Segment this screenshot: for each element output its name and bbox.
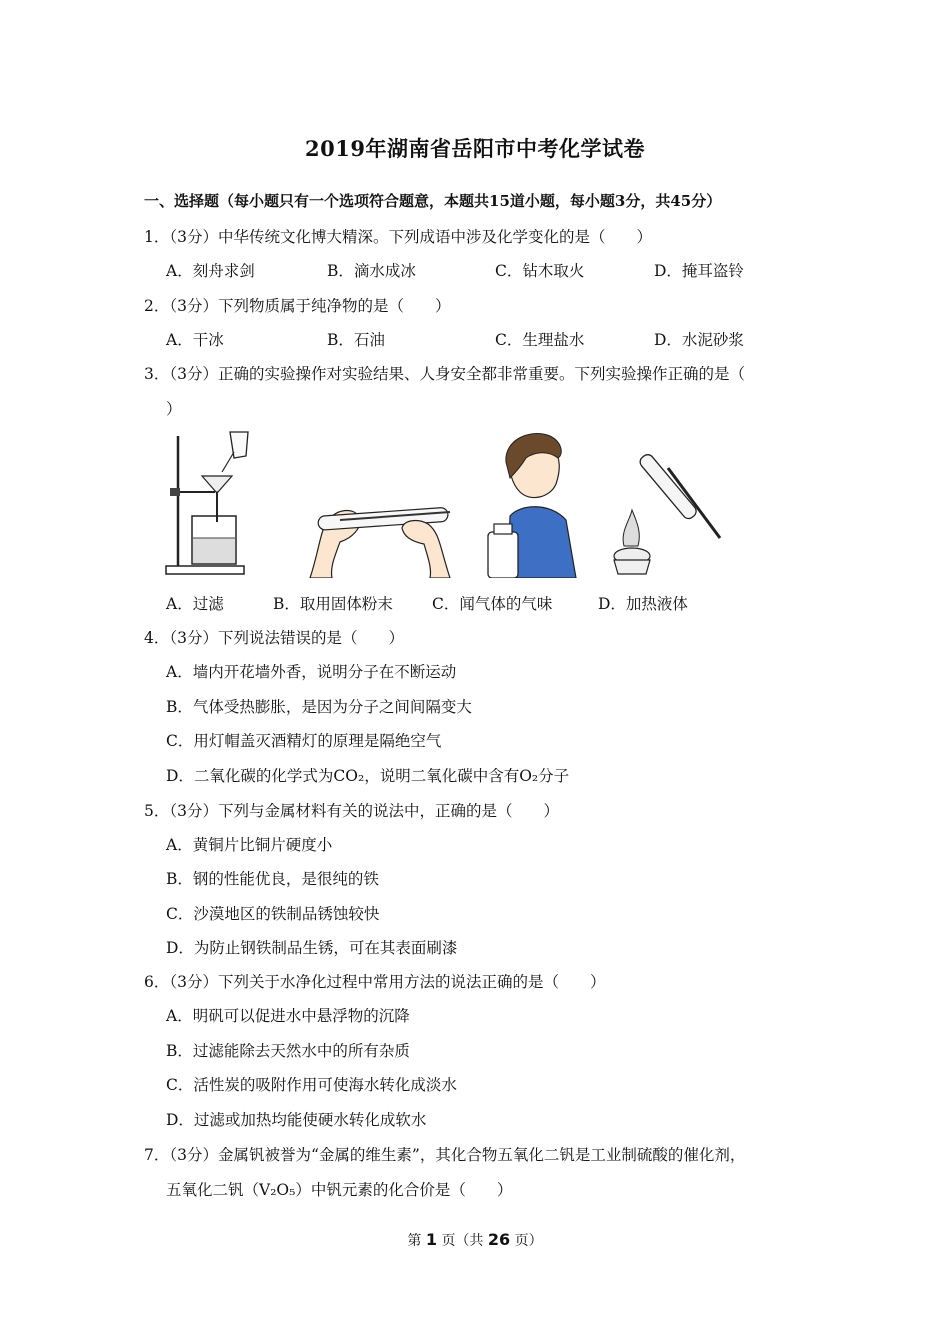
q4-option-b: B．气体受热膨胀，是因为分子之间间隔变大 (166, 698, 472, 716)
q4-option-a: A．墙内开花墙外香，说明分子在不断运动 (166, 663, 457, 681)
solid-powder-illustration (300, 428, 460, 578)
question-3-figures (160, 428, 740, 580)
q3-option-c: C．闻气体的气味 (432, 595, 553, 613)
q4-option-d: D．二氧化碳的化学式为CO₂，说明二氧化碳中含有O₂分子 (166, 767, 570, 785)
smelling-gas-illustration (480, 428, 580, 578)
q2-option-a: A．干冰 (166, 331, 224, 349)
q1-option-a: A．刻舟求剑 (166, 262, 255, 280)
page-footer (0, 1230, 950, 1250)
q2-option-d: D．水泥砂浆 (654, 331, 744, 349)
q4-option-c: C．用灯帽盖灭酒精灯的原理是隔绝空气 (166, 732, 442, 750)
footer-suffix: 页） (514, 1233, 543, 1249)
question-7-stem: 7．（3分）金属钒被誉为“金属的维生素”，其化合物五氧化二钒是工业制硫酸的催化剂， (144, 1146, 746, 1164)
filtration-illustration (160, 428, 250, 578)
footer-mid: 页（共 (441, 1233, 484, 1249)
q6-option-c: C．活性炭的吸附作用可使海水转化成淡水 (166, 1076, 457, 1094)
q5-option-a: A．黄铜片比铜片硬度小 (166, 836, 333, 854)
q1-option-c: C．钻木取火 (495, 262, 585, 280)
q1-option-b: B．滴水成冰 (327, 262, 416, 280)
q3-option-b: B．取用固体粉末 (273, 595, 393, 613)
q6-option-b: B．过滤能除去天然水中的所有杂质 (166, 1042, 410, 1060)
page-title: 2019年湖南省岳阳市中考化学试卷 (305, 136, 645, 161)
q1-option-d: D．掩耳盗铃 (654, 262, 744, 280)
footer-total-pages: 26 (487, 1230, 511, 1249)
q6-option-d: D．过滤或加热均能使硬水转化成软水 (166, 1111, 427, 1129)
footer-prefix: 第 (407, 1233, 422, 1249)
q5-option-b: B．钢的性能优良，是很纯的铁 (166, 870, 379, 888)
question-6-stem: 6．（3分）下列关于水净化过程中常用方法的说法正确的是（ ） (144, 973, 606, 991)
question-3-stem-cont: ） (166, 400, 182, 418)
q2-option-c: C．生理盐水 (495, 331, 585, 349)
heating-liquid-illustration (608, 428, 728, 578)
question-3-stem: 3．（3分）正确的实验操作对实验结果、人身安全都非常重要。下列实验操作正确的是（ (144, 365, 745, 383)
question-4-stem: 4．（3分）下列说法错误的是（ ） (144, 629, 404, 647)
q5-option-d: D．为防止钢铁制品生锈，可在其表面刷漆 (166, 939, 458, 957)
footer-page-number: 1 (425, 1230, 437, 1249)
q3-option-a: A．过滤 (166, 595, 224, 613)
question-1-stem: 1．（3分）中华传统文化博大精深。下列成语中涉及化学变化的是（ ） (144, 228, 652, 246)
q6-option-a: A．明矾可以促进水中悬浮物的沉降 (166, 1007, 410, 1025)
question-2-stem: 2．（3分）下列物质属于纯净物的是（ ） (144, 297, 451, 315)
q3-option-d: D．加热液体 (598, 595, 688, 613)
question-7-stem-cont: 五氧化二钒（V₂O₅）中钒元素的化合价是（ ） (166, 1181, 513, 1199)
q2-option-b: B．石油 (327, 331, 385, 349)
section-header: 一、选择题（每小题只有一个选项符合题意，本题共15道小题，每小题3分，共45分） (144, 192, 722, 210)
question-5-stem: 5．（3分）下列与金属材料有关的说法中，正确的是（ ） (144, 802, 559, 820)
q5-option-c: C．沙漠地区的铁制品锈蚀较快 (166, 905, 380, 923)
